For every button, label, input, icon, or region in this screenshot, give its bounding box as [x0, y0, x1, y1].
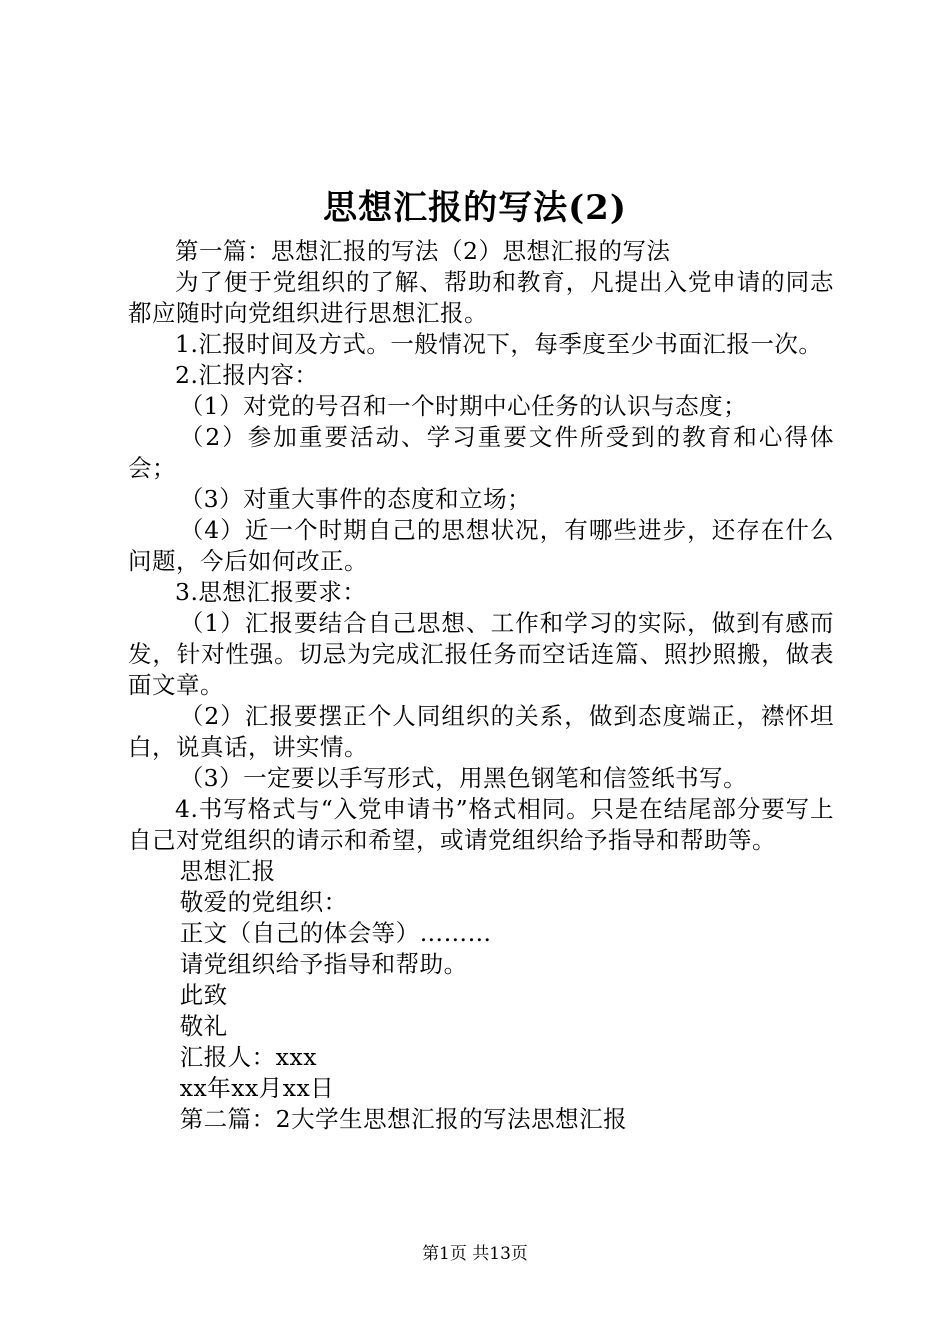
letter-line: 此致 [179, 981, 228, 1009]
letter-line: 思想汇报 [179, 857, 276, 885]
letter-line: 第二篇：2大学生思想汇报的写法思想汇报 [179, 1105, 628, 1133]
paragraph: （3）对重大事件的态度和立场； [179, 485, 532, 513]
letter-line: 敬爱的党组织： [179, 888, 348, 916]
paragraph: （1）汇报要结合自己思想、工作和学习的实际，做到有感而发，针对性强。切忌为完成汇报任务而空话连篇、照抄照搬，做表面文章。 [128, 609, 834, 699]
letter-line: 请党组织给予指导和帮助。 [179, 950, 468, 978]
document-title: 思想汇报的写法(2) [323, 188, 627, 228]
paragraph: （2）参加重要活动、学习重要文件所受到的教育和心得体会； [128, 423, 834, 482]
document-body [128, 236, 834, 1135]
letter-line: 正文（自己的体会等）……… [179, 919, 492, 947]
paragraph: 为了便于党组织的了解、帮助和教育，凡提出入党申请的同志都应随时向党组织进行思想汇报。 [128, 268, 834, 327]
paragraph: 2.汇报内容： [175, 361, 319, 389]
paragraph: 1.汇报时间及方式。一般情况下，每季度至少书面汇报一次。 [175, 330, 823, 358]
paragraph: 第一篇：思想汇报的写法（2）思想汇报的写法 [175, 237, 671, 265]
paragraph: 4.书写格式与“入党申请书”格式相同。只是在结尾部分要写上自己对党组织的请示和希望，或请党组织给予指导和帮助等。 [128, 795, 834, 854]
page-footer: 第1页 共13页 [422, 1244, 528, 1264]
paragraph: （3）一定要以手写形式，用黑色钢笔和信签纸书写。 [179, 764, 748, 792]
letter-line: 敬礼 [179, 1012, 228, 1040]
paragraph: （4）近一个时期自己的思想状况，有哪些进步，还存在什么问题，今后如何改正。 [128, 516, 834, 575]
letter-line: 汇报人：xxx [179, 1043, 317, 1071]
letter-line: xx年xx月xx日 [179, 1074, 335, 1102]
paragraph: （1）对党的号召和一个时期中心任务的认识与态度； [179, 392, 748, 420]
paragraph: 3.思想汇报要求： [175, 578, 367, 606]
paragraph: （2）汇报要摆正个人同组织的关系，做到态度端正，襟怀坦白，说真话，讲实情。 [128, 702, 834, 761]
